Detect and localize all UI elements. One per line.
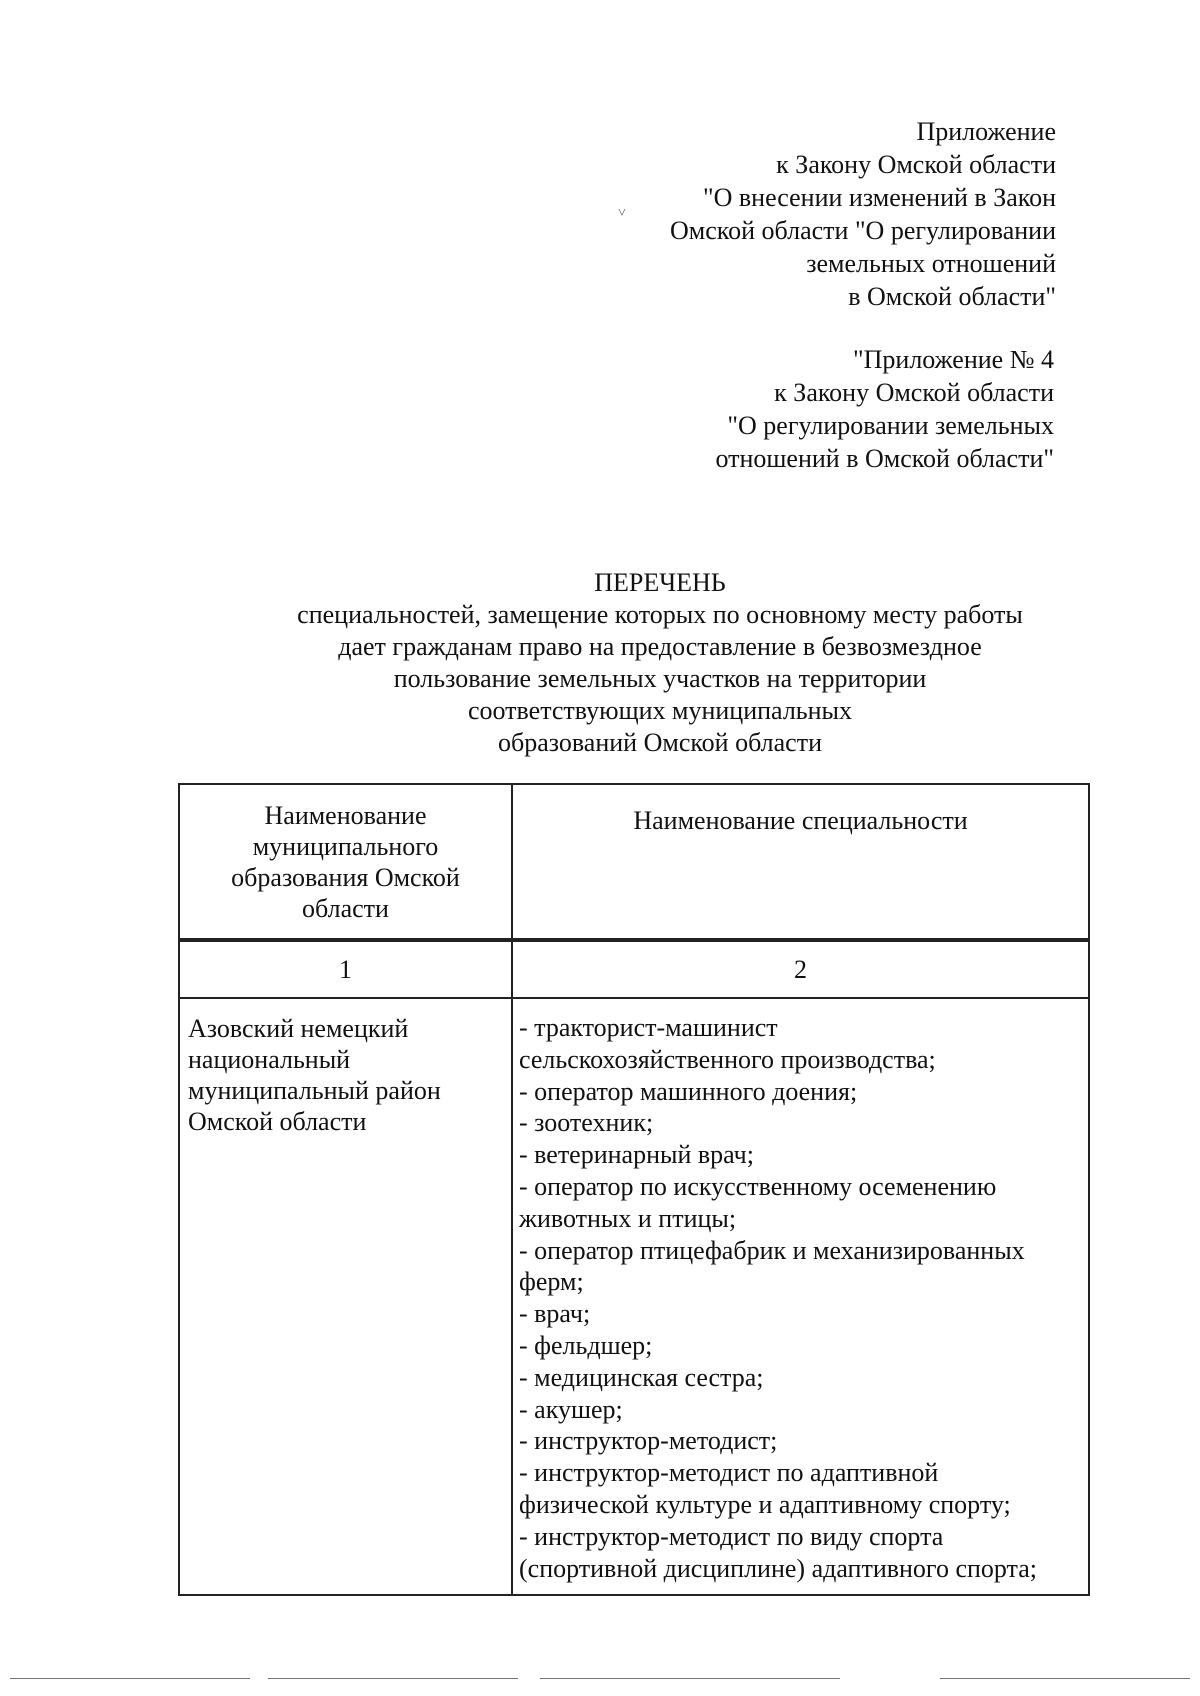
document-title [0, 567, 1200, 759]
appendix-header [670, 115, 1056, 313]
appendix-line: "О внесении изменений в Закон [703, 183, 1056, 212]
specialties-table [178, 783, 1090, 1596]
title-line: дает гражданам право на предоставление в безвозмездное [338, 632, 982, 661]
specialty-line: физической культуре и адаптивному спорту; [519, 1489, 1011, 1519]
appendix-4-line: "О регулировании земельных [727, 411, 1054, 440]
specialties-cell [513, 999, 1088, 1594]
header-line: Наименование [264, 801, 427, 830]
specialty-line: - инструктор-методист по виду спорта [519, 1521, 944, 1551]
appendix-line: земельных отношений [806, 249, 1056, 278]
title-heading: ПЕРЕЧЕНЬ [594, 568, 726, 597]
specialty-line: - фельдшер; [519, 1330, 653, 1360]
specialty-line: животных и птицы; [519, 1203, 737, 1233]
appendix-line: к Закону Омской области [776, 150, 1056, 179]
appendix-4-line: к Закону Омской области [774, 378, 1054, 407]
scan-edge-line [940, 1678, 1190, 1679]
appendix-line: в Омской области" [848, 282, 1056, 311]
column-number-2: 2 [794, 955, 807, 984]
appendix-4-header [715, 343, 1054, 475]
specialty-line: - зоотехник; [519, 1108, 654, 1138]
column-number-1: 1 [180, 942, 513, 997]
title-line: пользование земельных участков на территории [393, 664, 927, 693]
specialty-line: - акушер; [519, 1394, 623, 1424]
specialty-column-header: Наименование специальности [633, 806, 968, 835]
municipality-cell [180, 999, 513, 1594]
specialty-line: сельскохозяйственного производства; [519, 1044, 936, 1074]
title-line: специальностей, замещение которых по основному месту работы [297, 600, 1023, 629]
scan-edge-line [10, 1678, 250, 1679]
header-line: области [302, 894, 389, 923]
scan-artifact: ˅ [618, 206, 626, 221]
header-line: образования Омской [231, 863, 460, 892]
scan-edge-line [268, 1678, 518, 1679]
table-header-row [180, 785, 1088, 938]
appendix-line: Омской области "О регулировании [670, 216, 1056, 245]
specialty-line: ферм; [519, 1267, 584, 1297]
table-row [180, 997, 1088, 1594]
specialty-line: - инструктор-методист; [519, 1426, 778, 1456]
specialty-line: (спортивной дисциплине) адаптивного спорта; [519, 1553, 1037, 1583]
specialty-line: - оператор по искусственному осеменению [519, 1171, 997, 1201]
appendix-line: Приложение [916, 117, 1056, 146]
header-line: муниципального [252, 832, 439, 861]
specialty-line: - оператор птицефабрик и механизированных [519, 1235, 1025, 1265]
specialty-line: - инструктор-методист по адаптивной [519, 1458, 939, 1488]
municipality-line: муниципальный район [188, 1076, 441, 1105]
specialty-line: - медицинская сестра; [519, 1362, 764, 1392]
municipality-line: Азовский немецкий [188, 1014, 409, 1043]
scan-edge-line [540, 1678, 840, 1679]
municipality-column-header [180, 785, 513, 938]
specialty-line: - ветеринарный врач; [519, 1140, 754, 1170]
municipality-line: Омской области [188, 1107, 367, 1136]
column-number-row [180, 938, 1088, 997]
specialty-line: - тракторист-машинист [519, 1013, 778, 1042]
specialty-line: - врач; [519, 1299, 591, 1329]
appendix-4-line: "Приложение № 4 [853, 345, 1054, 374]
municipality-line: национальный [188, 1045, 351, 1074]
title-line: соответствующих муниципальных [467, 696, 853, 725]
appendix-4-line: отношений в Омской области" [715, 444, 1054, 473]
specialty-line: - оператор машинного доения; [519, 1076, 858, 1106]
title-line: образований Омской области [497, 728, 822, 757]
